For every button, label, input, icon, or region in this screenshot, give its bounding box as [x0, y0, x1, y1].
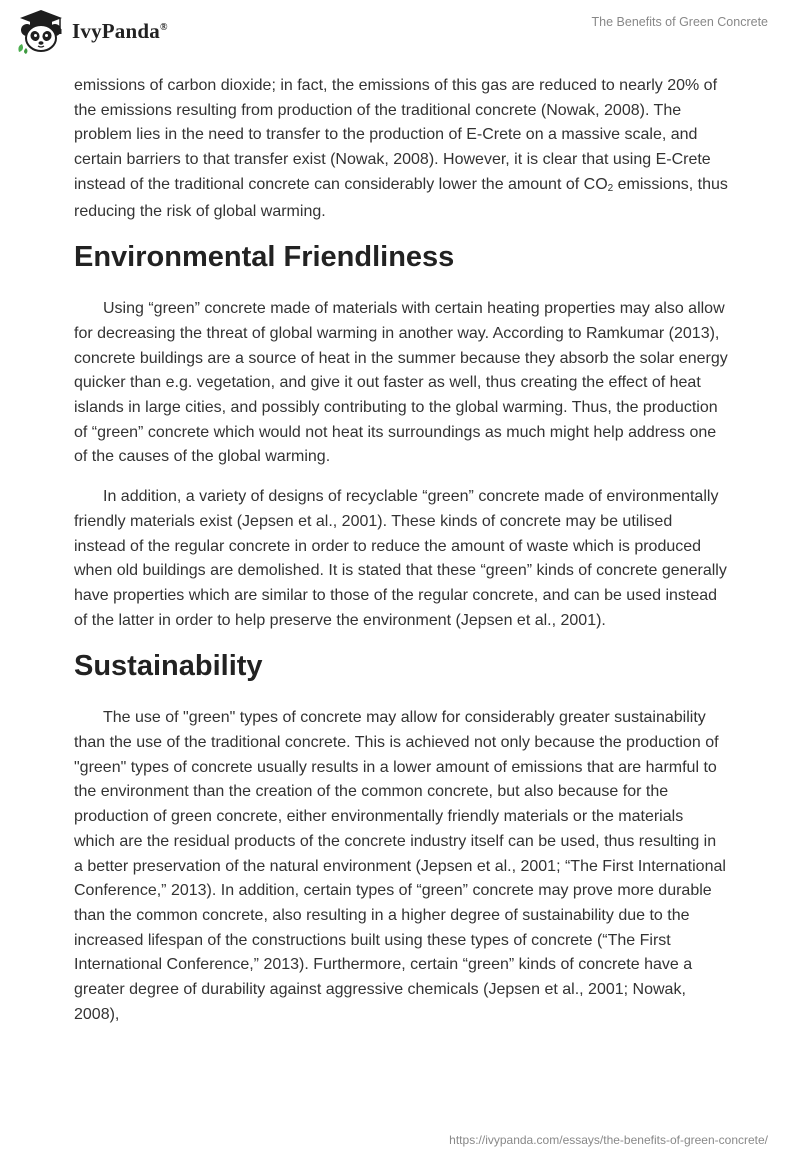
co2-subscript: 2: [607, 182, 614, 194]
source-url-link[interactable]: https://ivypanda.com/essays/the-benefits-of-green-concrete/: [449, 1133, 768, 1147]
document-title: The Benefits of Green Concrete: [591, 15, 768, 29]
ivypanda-logo[interactable]: [16, 8, 168, 54]
panda-graduate-icon: [16, 8, 66, 54]
registered-mark: ®: [159, 21, 168, 33]
section-heading-environmental-friendliness: Environmental Friendliness: [74, 241, 455, 274]
section-heading-sustainability: Sustainability: [74, 650, 263, 683]
brand-name: IvyPanda®: [72, 18, 168, 43]
page-header: [0, 0, 800, 60]
paragraph: The use of "green" types of concrete may allow for considerably greater sustainability than the use of the traditional concrete. This is achieved not only because the production of "green" types of concrete usually results in a lower amount of emissions that are harmful to the environment than the creation of the common concrete, but also because for the production of green concrete, either environmentally friendly materials or the materials which are the residual products of the concrete industry itself can be used, thus resulting in a better preservation of the natural environment (Jepsen et al., 2001; “The First International Conference,” 2013). In addition, certain types of “green” concrete may prove more durable than the common concrete, also resulting in a higher degree of sustainability due to the increased lifespan of the constructions built using these types of concrete (“The First International Conference,” 2013). Furthermore, certain “green” kinds of concrete have a greater degree of durability against aggressive chemicals (Jepsen et al., 2001; Nowak, 2008),: [74, 709, 726, 1023]
paragraph: In addition, a variety of designs of recyclable “green” concrete made of environmentally friendly materials exist (Jepsen et al., 2001). These kinds of concrete may be utilised instead of the regular concrete in order to reduce the amount of waste which is produced when old buildings are demolished. It is stated that these “green” kinds of concrete generally have properties which are similar to those of the regular concrete, and can be used instead of the latter in order to help preserve the environment (Jepsen et al., 2001).: [74, 488, 727, 629]
essay-body: [74, 74, 728, 1043]
intro-paragraph: emissions of carbon dioxide; in fact, the emissions of this gas are reduced to nearly 20% of the emissions resulting from production of the traditional concrete (Nowak, 2008). The problem lies in the need to transfer to the production of E-Crete on a massive scale, and certain barriers to that transfer exist (Nowak, 2008). However, it is clear that using E-Crete instead of the traditional concrete can considerably lower the amount of $CO_2$ emissions, thus reducing the risk of global warming.: [74, 77, 728, 220]
paragraph: Using “green” concrete made of materials with certain heating properties may also allow for decreasing the threat of global warming in another way. According to Ramkumar (2013), concrete buildings are a source of heat in the summer because they absorb the solar energy quicker than e.g. vegetation, and give it out faster as well, thus creating the effect of heat islands in large cities, and possibly contributing to the global warming. Thus, the production of “green” concrete which would not heat its surroundings as much might help address one of the causes of the global warming.: [74, 300, 728, 466]
